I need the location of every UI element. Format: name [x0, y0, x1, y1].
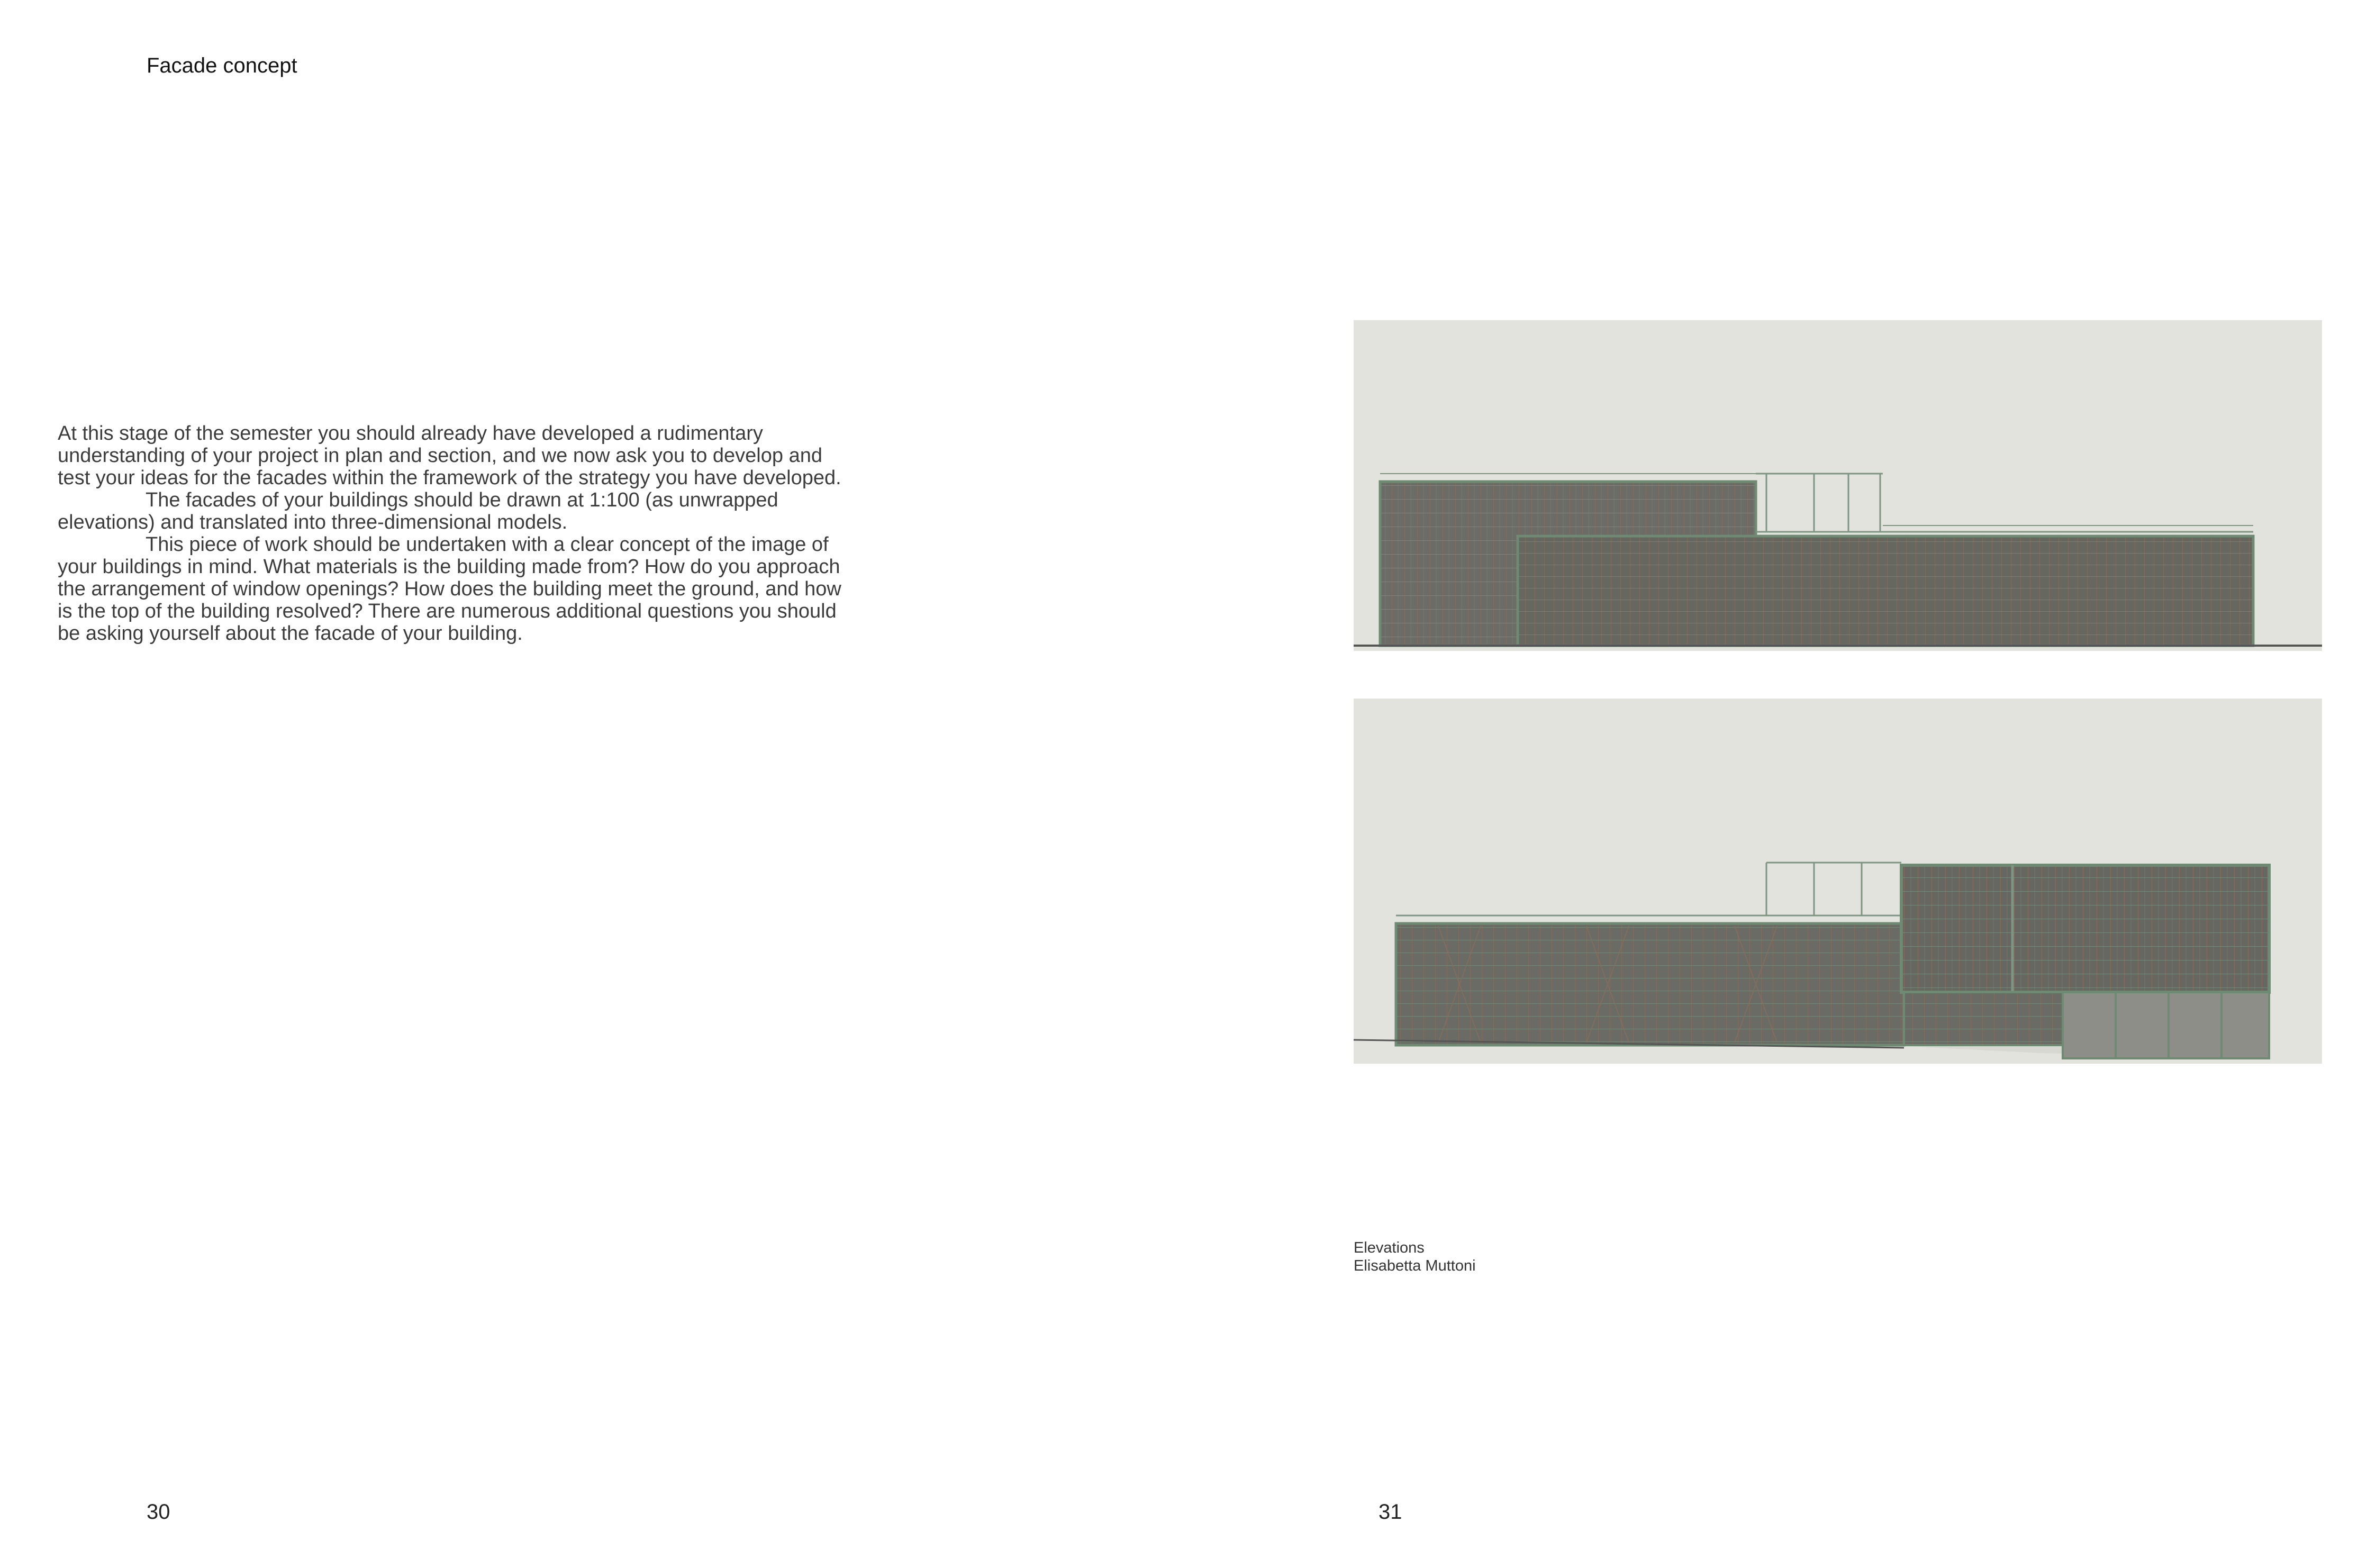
ground-floor-glazing — [1904, 992, 2063, 1045]
body-text — [58, 422, 851, 645]
paragraph-1: At this stage of the semester you should already have developed a rudimentary understanding of your project in plan and section, and we now ask you to develop and test your ideas for the facades within the framework of the strategy you have developed. — [58, 422, 841, 489]
paragraph-3: This piece of work should be undertaken with a clear concept of the image of your buildings in mind. What materials is the building made from? How do you approach the arrangement of window openings? How does the building meet the ground, and how is the top of the building resolved? There are numerous additional questions you should be asking yourself about the facade of your building. — [58, 533, 841, 645]
elevation-drawing-top — [1354, 320, 2322, 651]
caption-title: Elevations — [1354, 1239, 1425, 1256]
facade-block-upper-right — [1901, 865, 2269, 992]
section-title: Facade concept — [147, 54, 297, 77]
elevation-drawing-bottom — [1354, 699, 2322, 1064]
facade-block-long — [1518, 536, 2253, 646]
caption — [1354, 1239, 1476, 1275]
page-number-right: 31 — [1379, 1500, 1402, 1524]
paragraph-2: The facades of your buildings should be drawn at 1:100 (as unwrapped elevations) and translated into three-dimensional models. — [58, 489, 778, 533]
ground-floor-panel — [2063, 992, 2269, 1058]
facade-block-left-long — [1396, 923, 1904, 1045]
page-number-left: 30 — [147, 1500, 170, 1524]
caption-author: Elisabetta Muttoni — [1354, 1257, 1476, 1274]
